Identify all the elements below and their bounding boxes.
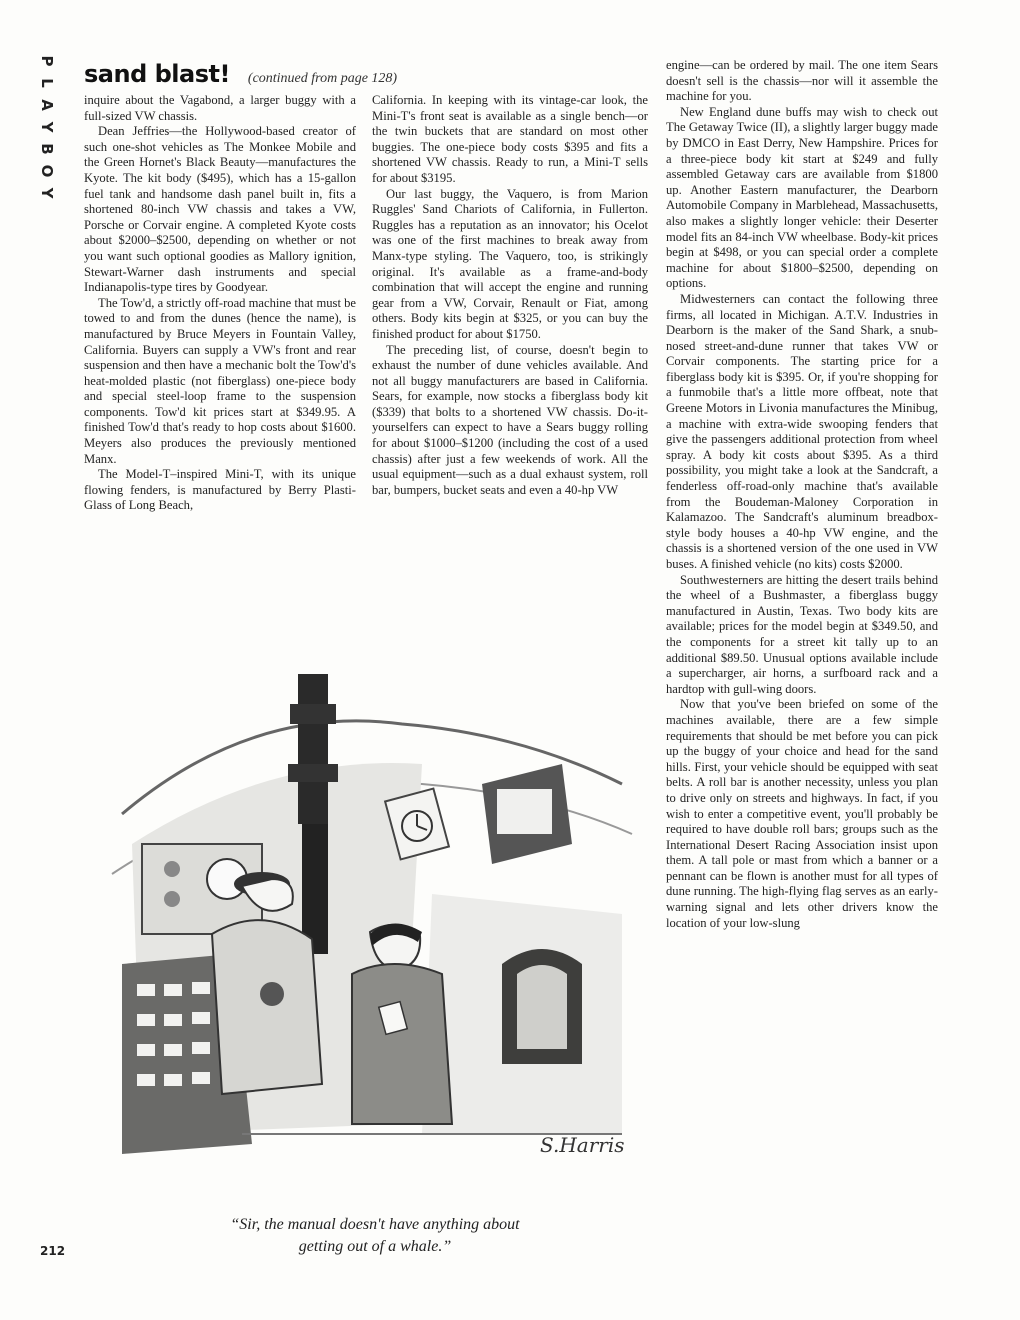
paragraph: Our last buggy, the Vaquero, is from Marion Ruggles' Sand Chariots of California, in Fullerton. Ruggles has a reputation as an innovator; his Ocelot was one of the first machines to break away from Manx-type styling. The Vaquero, too, is strikingly original. It's available as a frame-and-body combination that will accept the engine and running gear from a VW, Corvair, Renault or Fiat, among others. Body kits begin at $325, or you can buy the finished product for about $1750. <box>372 186 648 341</box>
paragraph: inquire about the Vagabond, a larger buggy with a full-sized VW chassis. <box>84 93 356 123</box>
article-header <box>84 60 644 92</box>
masthead-letter: Y <box>38 187 56 199</box>
text-column-3 <box>666 58 938 1268</box>
paragraph: Now that you've been briefed on some of the machines available, there are a few simple requirements that should be met before you can pick up the buggy of your choice and head for the sand hills. First, your vehicle should be equipped with seat belts. A roll bar is another necessity, unless you plan to drive only on streets and highways. In fact, if you wish to enter a competitive event, you'll probably be required to have double roll bars; groups such as the International Desert Racing Association insist upon them. A tall pole or mast from which a banner or a pennant can be flown is another must for all types of dune running. The high-flying flag serves as an early-warning signal and lets other drivers know the location of your low-slung <box>666 697 938 930</box>
paragraph: The preceding list, of course, doesn't begin to exhaust the number of dune vehicles available. And not all buggy manufacturers are based in California. Sears, for example, now stocks a fiberglass body kit ($339) that bolts to a shortened VW chassis. Do-it-yourselfers can expect to have a Sears buggy rolling for about $1000–$1200 (including the cost of a used chassis) after just a few weekends of work. All the usual equipment—such as a dual exhaust system, roll bar, bumpers, bucket seats and even a 40-hp VW <box>372 342 648 497</box>
cartoon-illustration <box>102 664 642 1164</box>
masthead-vertical <box>34 50 60 204</box>
masthead-letter: L <box>38 78 56 88</box>
masthead-letter: P <box>38 55 56 67</box>
paragraph: New England dune buffs may wish to check out The Getaway Twice (II), a slightly larger buggy made by DMCO in East Derry, New Hampshire. Prices for a three-piece body kit start at $249 and fully assembled Getaway cars are available from $1800 up. Another Eastern manufacturer, the Dearborn Automobile Company in Marblehead, Massachusetts, also makes a slightly longer vehicle: their Deserter model fits an 84-inch VW wheelbase. Body-kit prices begin at $498, or you can special order a complete machine for about $1800–$2500, depending on options. <box>666 104 938 291</box>
masthead-letter: O <box>38 164 56 178</box>
text-column-2 <box>372 93 648 641</box>
paragraph: engine—can be ordered by mail. The one item Sears doesn't sell is the chassis—nor will it assemble the machine for you. <box>666 58 938 104</box>
paragraph: Southwesterners are hitting the desert trails behind the wheel of a Bushmaster, a fiberglass buggy manufactured in Austin, Texas. Two body kits are available; prices for the model begin at $349.50, and the components for a street kit tally up to an additional $89.50. Unusual options available include a supercharger, air horns, a surfboard rack and a hardtop with gull-wing doors. <box>666 572 938 696</box>
paragraph: The Tow'd, a strictly off-road machine that must be towed to and from the dunes (hence the name), is manufactured by Bruce Meyers in Fountain Valley, California. Buyers can supply a VW's front and rear suspension and then have a mechanic bolt the Tow'd's heat-molded plastic (not fiberglass) one-piece body and special steel-loop frame to the suspension components. Tow'd kit prices start at $349.95. A finished Tow'd that's ready to hop costs about $1600. Meyers also produces the previously mentioned Manx. <box>84 295 356 466</box>
paragraph: Dean Jeffries—the Hollywood-based creator of such one-shot vehicles as The Monkee Mobile and the Green Hornet's Black Beauty—manufactures the Kyote. The kit body ($495), which has a 15-gallon fuel tank and handsome dash panel built in, fits a shortened 80-inch VW chassis and takes a VW, Porsche or Corvair engine. A completed Kyote costs about $2000–$2500, depending on whether or not you want such optional goodies as Mallory ignition, Stewart-Warner dash instruments and special Indianapolis-type tires by Goodyear. <box>84 124 356 295</box>
masthead-letter: Y <box>38 121 56 133</box>
masthead-letter: B <box>38 143 56 155</box>
caption-line: “Sir, the manual doesn't have anything about <box>230 1216 520 1233</box>
masthead-letter: A <box>38 99 56 111</box>
artist-signature: S.Harris <box>540 1133 625 1157</box>
paragraph: California. In keeping with its vintage-car look, the Mini-T's front seat is available as a single bench—or the twin buckets that are standard on most other buggies. The one-piece body costs $395 and fits a shortened VW chassis. Ready to run, a Mini-T sells for about $3195. <box>372 93 648 185</box>
cartoon-caption <box>140 1214 610 1258</box>
submarine-cartoon-drawing <box>102 664 642 1164</box>
paragraph: The Model-T–inspired Mini-T, with its unique flowing fenders, is manufactured by Berry Plasti-Glass of Long Beach, <box>84 467 356 513</box>
article-title: sand blast! <box>84 60 230 88</box>
page-number: 212 <box>40 1244 66 1258</box>
text-column-1 <box>84 93 356 641</box>
continued-note: (continued from page 128) <box>247 71 398 86</box>
paragraph: Midwesterners can contact the following three firms, all located in Michigan. A.T.V. Industries in Dearborn is the maker of the Sand Shark, a snub-nosed street-and-dune runner that takes VW or Corvair components. The starting price for a fiberglass body kit is $395. Or, if you're shopping for a funmobile that's a little more offbeat, note that Greene Motors in Livonia manufactures the Minibug, a machine with extra-wide swooping fenders that give the passengers additional protection from wheel spray. A body kit costs about $395. As a third possibility, you might take a look at the Sandcraft, a fenderless off-road-only machine that's available from the Boudeman-Maloney Corporation in Kalamazoo. The Sandcraft's aluminum breadbox-style body houses a 40-hp VW engine, and the chassis is a shortened version of the one used in VW buses. A finished vehicle (no kits) costs $2000. <box>666 291 938 571</box>
caption-line: getting out of a whale.” <box>298 1238 452 1255</box>
